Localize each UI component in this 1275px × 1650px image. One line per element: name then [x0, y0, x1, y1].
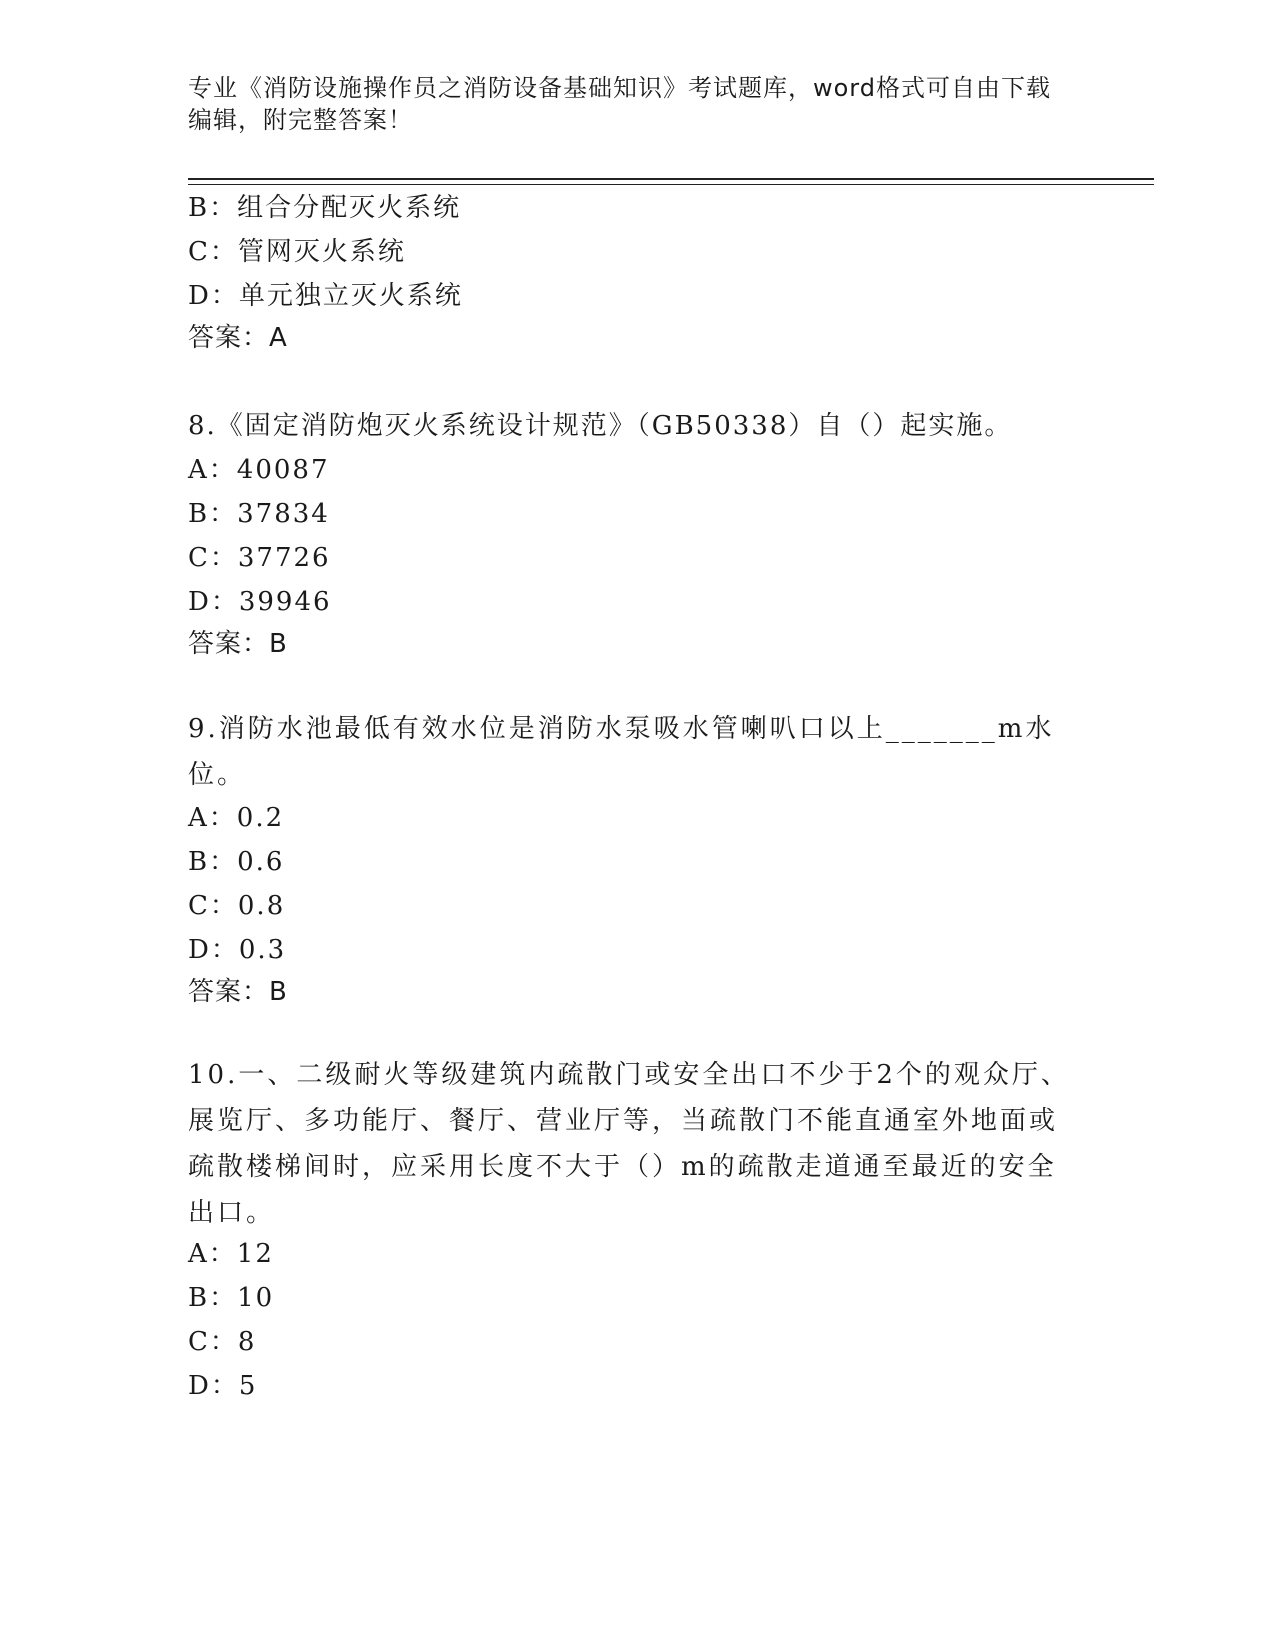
q9-option-b: B：0.6 [188, 847, 285, 877]
q9-answer: 答案：B [188, 977, 288, 1007]
q9-question: 9.消防水池最低有效水位是消防水泵吸水管喇叭口以上_______m水位。 [188, 714, 1055, 790]
q7-option-c: C：管网灭火系统 [188, 237, 406, 267]
q10-option-c: C：8 [188, 1327, 257, 1357]
q9-option-d: D：0.3 [188, 935, 287, 965]
q7-option-d: D：单元独立灭火系统 [188, 281, 463, 311]
q10-option-b: B：10 [188, 1283, 275, 1313]
q8-question: 8.《固定消防炮灭火系统设计规范》（GB50338）自（）起实施。 [188, 411, 1013, 441]
header-divider-thin [188, 184, 1154, 185]
q8-option-a: A：40087 [188, 455, 330, 485]
document-header-intro: 专业《消防设施操作员之消防设备基础知识》考试题库，word格式可自由下载编辑，附完整答案！ [188, 74, 1051, 134]
q7-option-b: B：组合分配灭火系统 [188, 193, 462, 223]
q10-option-d: D：5 [188, 1371, 258, 1401]
q8-option-b: B：37834 [188, 499, 330, 529]
header-divider-thick [188, 178, 1154, 180]
q9-option-a: A：0.2 [188, 803, 285, 833]
q8-option-d: D：39946 [188, 587, 332, 617]
q10-question: 10.一、二级耐火等级建筑内疏散门或安全出口不少于2个的观众厅、展览厅、多功能厅、餐厅、营业厅等，当疏散门不能直通室外地面或疏散楼梯间时，应采用长度不大于（）m的疏散走道通至最近的安全出口。 [188, 1060, 1070, 1228]
q9-option-c: C：0.8 [188, 891, 286, 921]
q8-answer: 答案：B [188, 629, 288, 659]
q8-option-c: C：37726 [188, 543, 331, 573]
q10-option-a: A：12 [188, 1239, 274, 1269]
q7-answer: 答案：A [188, 323, 288, 353]
